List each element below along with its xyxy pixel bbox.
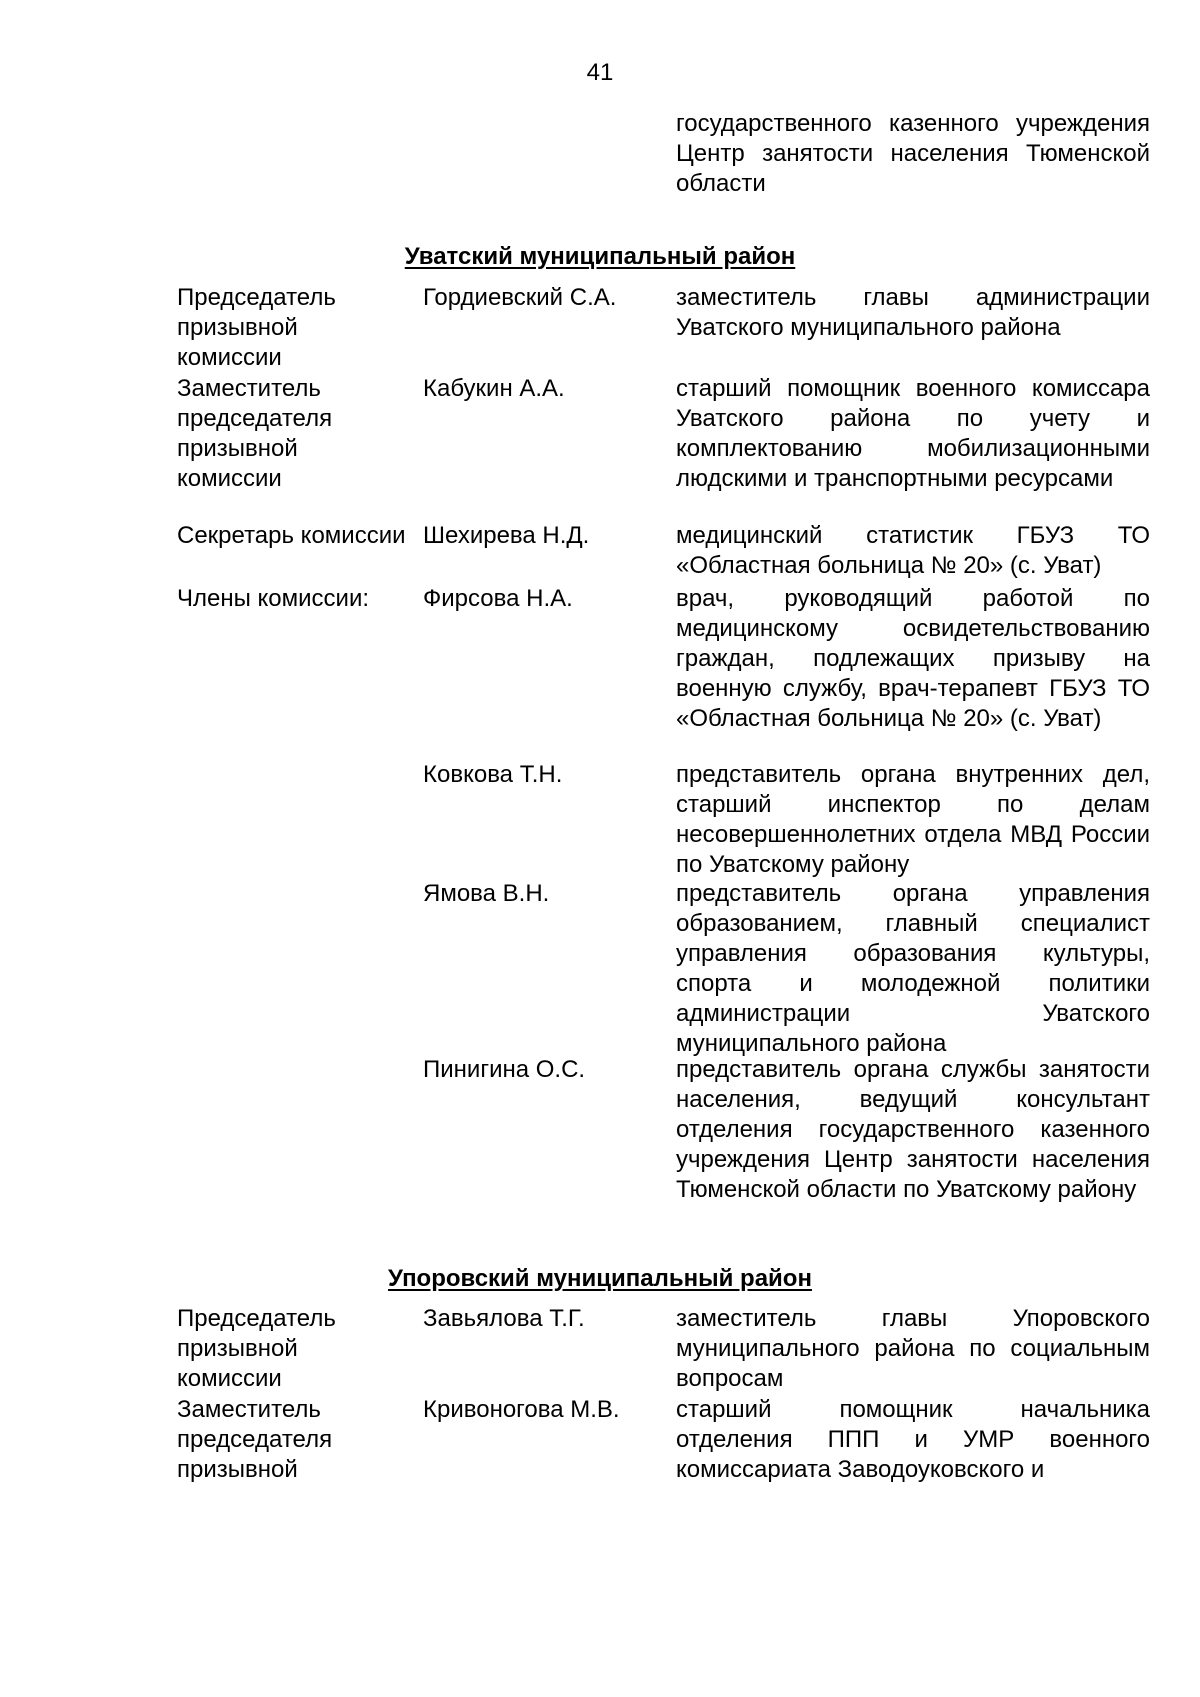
- member-position: старший помощник начальника отделения ППП и УМР военного комиссариата Заводоуковского и: [676, 1396, 1150, 1483]
- member-role: Председатель призывной комиссии: [177, 1305, 336, 1392]
- member-role: Председатель призывной комиссии: [177, 284, 336, 371]
- member-position: представитель органа внутренних дел, старший инспектор по делам несовершеннолетних отдела МВД России по Уватскому району: [676, 761, 1150, 878]
- member-position: заместитель главы Упоровского муниципального района по социальным вопросам: [676, 1305, 1150, 1392]
- member-position: медицинский статистик ГБУЗ ТО «Областная больница № 20» (с. Уват): [676, 522, 1150, 579]
- member-role: Члены комиссии:: [177, 585, 370, 612]
- member-name: Завьялова Т.Г.: [423, 1305, 585, 1332]
- member-position: представитель органа управления образованием, главный специалист управления образования культуры, спорта и молодежной политики администрации Уватского муниципального района: [676, 880, 1150, 1057]
- top-continuation-text: государственного казенного учреждения Центр занятости населения Тюменской области: [676, 110, 1150, 197]
- member-name: Ковкова Т.Н.: [423, 761, 563, 788]
- section-heading-uporovo: Упоровский муниципальный район: [388, 1265, 812, 1292]
- member-position: заместитель главы администрации Уватского муниципального района: [676, 284, 1150, 341]
- member-name: Кривоногова М.В.: [423, 1396, 620, 1423]
- member-name: Кабукин А.А.: [423, 375, 565, 402]
- member-role: Заместитель председателя призывной: [177, 1396, 333, 1483]
- member-position: представитель органа службы занятости населения, ведущий консультант отделения государственного казенного учреждения Центр занятости населения Тюменской области по Уватскому району: [676, 1056, 1150, 1203]
- member-role: Заместитель председателя призывной комиссии: [177, 375, 333, 492]
- member-name: Пинигина О.С.: [423, 1056, 586, 1083]
- page-number: 41: [586, 59, 614, 86]
- member-name: Шехирева Н.Д.: [423, 522, 590, 549]
- member-role: Секретарь комиссии: [177, 522, 406, 549]
- member-position: врач, руководящий работой по медицинскому освидетельствованию граждан, подлежащих призыву на военную службу, врач-терапевт ГБУЗ ТО «Областная больница № 20» (с. Уват): [676, 585, 1150, 732]
- member-name: Фирсова Н.А.: [423, 585, 573, 612]
- section-heading-uvat: Уватский муниципальный район: [404, 243, 796, 270]
- member-name: Ямова В.Н.: [423, 880, 550, 907]
- member-position: старший помощник военного комиссара Уватского района по учету и комплектованию мобилизационными людскими и транспортными ресурсами: [676, 375, 1150, 492]
- member-name: Гордиевский С.А.: [423, 284, 617, 311]
